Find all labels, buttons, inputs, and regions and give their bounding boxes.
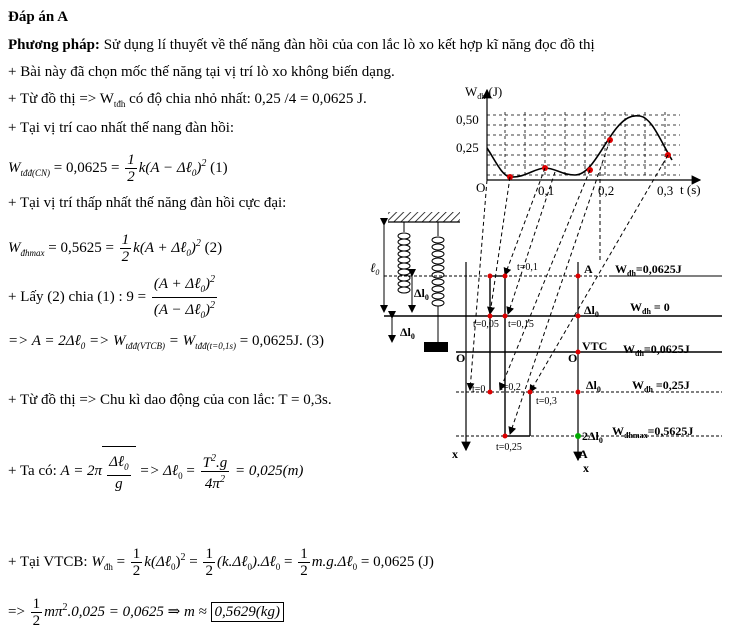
- final-answer-box: 0,5629(kg): [211, 602, 284, 622]
- svg-text:VTC: VTC: [582, 339, 608, 353]
- svg-text:t=0,1: t=0,1: [517, 262, 538, 273]
- equation-6: + Tại VTCB: $W_{đh}$ = $\frac{1}{2}$ k(Δℓ$_0$)$^2$ = $\frac{1}{2}$ (k.Δℓ$_0$).Δℓ$_0$ = $\frac{1}{2}$ m.g.Δℓ$_0$ = 0,0625 (J): [8, 546, 434, 580]
- svg-text:x: x: [583, 461, 589, 475]
- mass-block: [424, 342, 448, 352]
- equation-2: $W_{đhmax} = 0,5625$ = $\frac{1}{2}$ k(A + Δℓ$_0$)$^2$ (2): [8, 232, 223, 266]
- dl0-lower-label: $\Delta l_0$: [400, 325, 415, 341]
- equation-3: + Lấy (2) chia (1) : 9 = $\frac{(A + \Delta\ell_0)^2}{(A - \Delta\ell_0)^2}$: [8, 274, 215, 320]
- method-text: Sử dụng lí thuyết về thế năng đàn hồi của con lắc lò xo kết hợp kĩ năng đọc đồ thị: [99, 37, 595, 53]
- svg-text:2Δl0: $2\Delta l_0$: [582, 429, 603, 445]
- graph-grid: [487, 112, 680, 178]
- energy-labels: [612, 262, 693, 440]
- svg-text:Wđh = 0: $W_{đh} = 0$: [630, 300, 670, 316]
- svg-text:x: x: [452, 447, 458, 461]
- equation-4: => A = 2Δℓ$_0$ => $W_{tđđ(VTCB)} = W_{tđđ(t=0,1s)} = 0,0625J$. (3): [8, 333, 325, 351]
- half-fraction: $\frac{1}{2}$: [127, 152, 135, 186]
- svg-text:Wđhmax=0,5625J: $W_{đhmax}=0,5625J$: [612, 424, 694, 440]
- dl0-inner-label: $\Delta l_0$: [414, 286, 429, 302]
- tick-050: 0,50: [456, 112, 479, 127]
- tick-03: 0,3: [657, 183, 674, 198]
- graph-y-label: $W_{đh}$ (J): [465, 84, 503, 101]
- spring-loaded: [432, 222, 444, 342]
- method-label: Phương pháp:: [8, 37, 100, 53]
- line-2: + Từ đồ thị => $W_{tđh}$ có độ chia nhỏ nhất: 0,25 /4 = 0,0625 J.: [8, 91, 367, 109]
- sqrt-term: $\frac{\Delta\ell_0}{g}$: [102, 446, 136, 497]
- svg-text:O: O: [568, 351, 578, 365]
- tick-01: 0,1: [538, 183, 555, 198]
- line-4: + Tại vị trí thấp nhất thế năng đàn hồi cực đại:: [8, 195, 287, 211]
- equation-1: $W_{tđđ(CN)} = 0,0625$ = $\frac{1}{2}$ k(A − Δℓ$_0$)$^2$ (1): [8, 152, 228, 186]
- svg-text:Wđh=0,0625J: $W_{đh}=0,0625J$: [623, 342, 690, 358]
- line-3: + Tại vị trí cao nhất thế nang đàn hồi:: [8, 120, 235, 136]
- line-1: + Bài này đã chọn mốc thế năng tại vị trí lò xo không biến dạng.: [8, 64, 395, 80]
- svg-text:O: O: [456, 351, 466, 365]
- graph-x-label: t (s): [680, 182, 701, 197]
- svg-text:Wđh=0,0625J: $W_{đh}=0,0625J$: [615, 262, 682, 278]
- position-labels: [452, 262, 607, 475]
- answer-heading: Đáp án A: [8, 9, 69, 25]
- trajectory: [490, 276, 530, 436]
- spring-natural: [398, 222, 410, 293]
- position-points: [488, 274, 581, 439]
- time-labels: [472, 262, 557, 453]
- ceiling: [388, 212, 460, 222]
- equation-5: + Ta có: A = 2π $\frac{\Delta\ell_0}{g}$ => Δℓ$_0$ = $\frac{T^2.g}{4\pi^2}$ = 0,025(m): [8, 446, 303, 496]
- svg-text:t=0,2: t=0,2: [500, 382, 521, 393]
- tick-025: 0,25: [456, 140, 479, 155]
- svg-text:Δl0: $\Delta l_0$: [584, 303, 599, 319]
- svg-text:t=0,25: t=0,25: [496, 442, 522, 453]
- svg-text:t=0,05: t=0,05: [473, 319, 499, 330]
- l0-label: ℓ$_0$: [370, 260, 380, 277]
- svg-text:A: A: [579, 447, 588, 461]
- max-point: [575, 433, 581, 439]
- equation-7: => $\frac{1}{2}$ $m\pi^2.0,025 = 0,0625$ ⇒ m ≈ 0,5629(kg): [8, 588, 284, 628]
- svg-text:A: A: [584, 262, 593, 276]
- svg-text:Wđh =0,25J: $W_{đh} =0,25J$: [632, 378, 690, 394]
- graph-origin: O: [476, 180, 486, 195]
- svg-text:Δl0: $\Delta l_0$: [586, 378, 601, 394]
- svg-text:t=0,15: t=0,15: [508, 319, 534, 330]
- tick-02: 0,2: [598, 183, 615, 198]
- svg-text:t=0: t=0: [472, 384, 486, 395]
- svg-text:t=0,3: t=0,3: [536, 396, 557, 407]
- line-5: + Từ đồ thị => Chu kì dao động của con lắc: T = 0,3s.: [8, 392, 332, 408]
